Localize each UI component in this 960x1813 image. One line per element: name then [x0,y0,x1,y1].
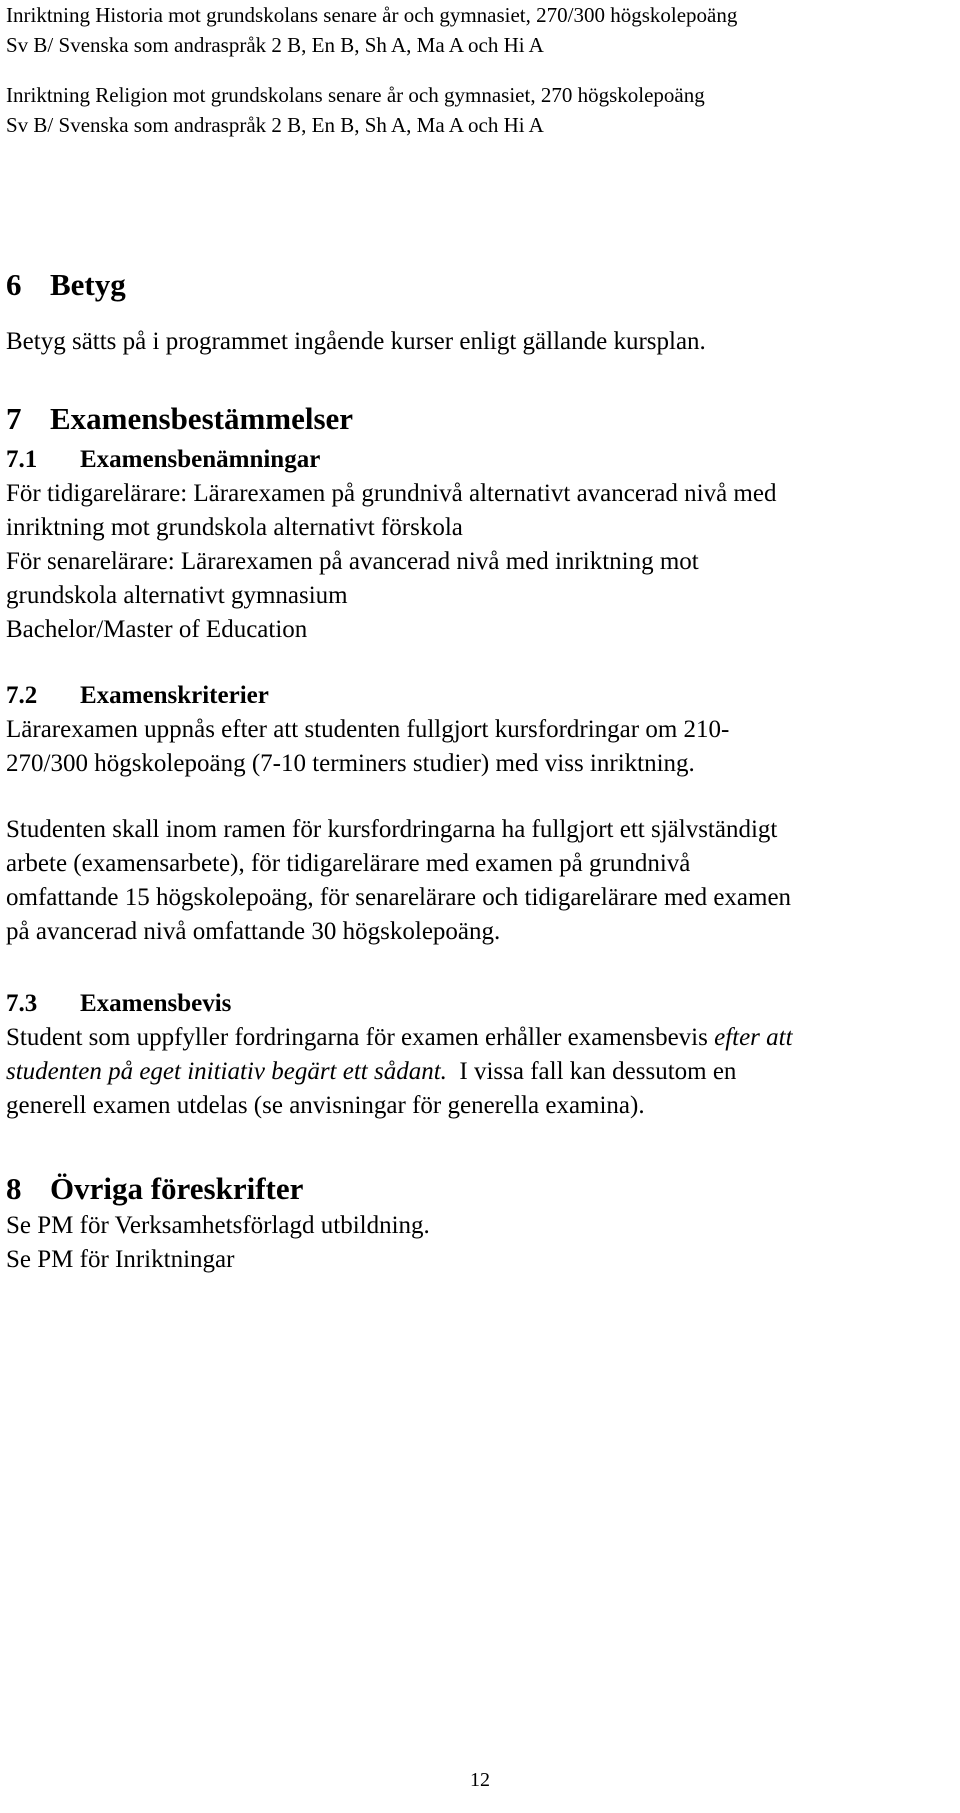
intro-historia-line-1: Inriktning Historia mot grundskolans senare år och gymnasiet, 270/300 högskolepoäng [6,3,738,27]
section-7-2-heading [6,679,956,713]
section-6-body: Betyg sätts på i programmet ingående kurser enligt gällande kursplan. [6,328,706,355]
section-7-1-line-2: inriktning mot grundskola alternativt förskola [6,514,463,541]
section-7-2-number: 7.2 [6,682,38,709]
section-8-line-2: Se PM för Inriktningar [6,1246,235,1273]
section-8-title: Övriga föreskrifter [50,1171,304,1206]
section-8-number: 8 [6,1171,22,1206]
section-7-3-line-1 [6,1021,956,1055]
section-7-3-line-2 [6,1055,956,1089]
section-7-1-number: 7.1 [6,446,38,473]
section-7-3-line-1-italic: efter att [714,1024,793,1051]
section-7-3-title: Examensbevis [80,990,232,1017]
section-7-title: Examensbestämmelser [50,401,354,436]
section-7-2-para2-line-3: omfattande 15 högskolepoäng, för senarelärare och tidigarelärare med examen [6,884,792,911]
section-7-2-para2-line-4: på avancerad nivå omfattande 30 högskolepoäng. [6,918,501,945]
section-7-3-line-3: generell examen utdelas (se anvisningar för generella examina). [6,1092,645,1119]
intro-religion [6,80,956,140]
section-6-heading [6,265,956,305]
section-7-2-para1-line-2: 270/300 högskolepoäng (7-10 terminers studier) med viss inriktning. [6,750,695,777]
section-7-1-line-5: Bachelor/Master of Education [6,616,308,643]
section-7-3-number: 7.3 [6,990,38,1017]
section-7-1-line-4: grundskola alternativt gymnasium [6,582,348,609]
section-7-3-line-2-normal: I vissa fall kan dessutom en [446,1058,737,1085]
section-7-2-para2-line-2: arbete (examensarbete), för tidigarelärare med examen på grundnivå [6,850,691,877]
section-7-1-line-1: För tidigarelärare: Lärarexamen på grundnivå alternativt avancerad nivå med [6,480,777,507]
document-page [6,0,956,1277]
section-7-2-title: Examenskriterier [80,682,269,709]
section-7-3-line-2-italic: studenten på eget initiativ begärt ett sådant. [6,1058,447,1085]
section-6-number: 6 [6,267,22,302]
section-7-3-heading [6,987,956,1021]
section-7-1-heading [6,443,956,477]
section-7-1-title: Examensbenämningar [80,446,321,473]
section-7-heading [6,399,956,439]
section-7-1-line-3: För senarelärare: Lärarexamen på avancerad nivå med inriktning mot [6,548,699,575]
section-7-2-para1-line-1: Lärarexamen uppnås efter att studenten fullgjort kursfordringar om 210- [6,716,730,743]
intro-historia-line-2: Sv B/ Svenska som andraspråk 2 B, En B, Sh A, Ma A och Hi A [6,33,544,57]
section-7-number: 7 [6,401,22,436]
intro-historia [6,0,956,60]
section-8-line-1: Se PM för Verksamhetsförlagd utbildning. [6,1212,430,1239]
intro-religion-line-1: Inriktning Religion mot grundskolans senare år och gymnasiet, 270 högskolepoäng [6,83,705,107]
page-number: 12 [470,1769,490,1791]
section-7-2-para2-line-1: Studenten skall inom ramen för kursfordringarna ha fullgjort ett självständigt [6,816,778,843]
intro-religion-line-2: Sv B/ Svenska som andraspråk 2 B, En B, Sh A, Ma A och Hi A [6,113,544,137]
section-6-title: Betyg [50,267,126,302]
section-8-heading [6,1169,956,1209]
section-7-3-line-1-normal: Student som uppfyller fordringarna för examen erhåller examensbevis [6,1024,715,1051]
